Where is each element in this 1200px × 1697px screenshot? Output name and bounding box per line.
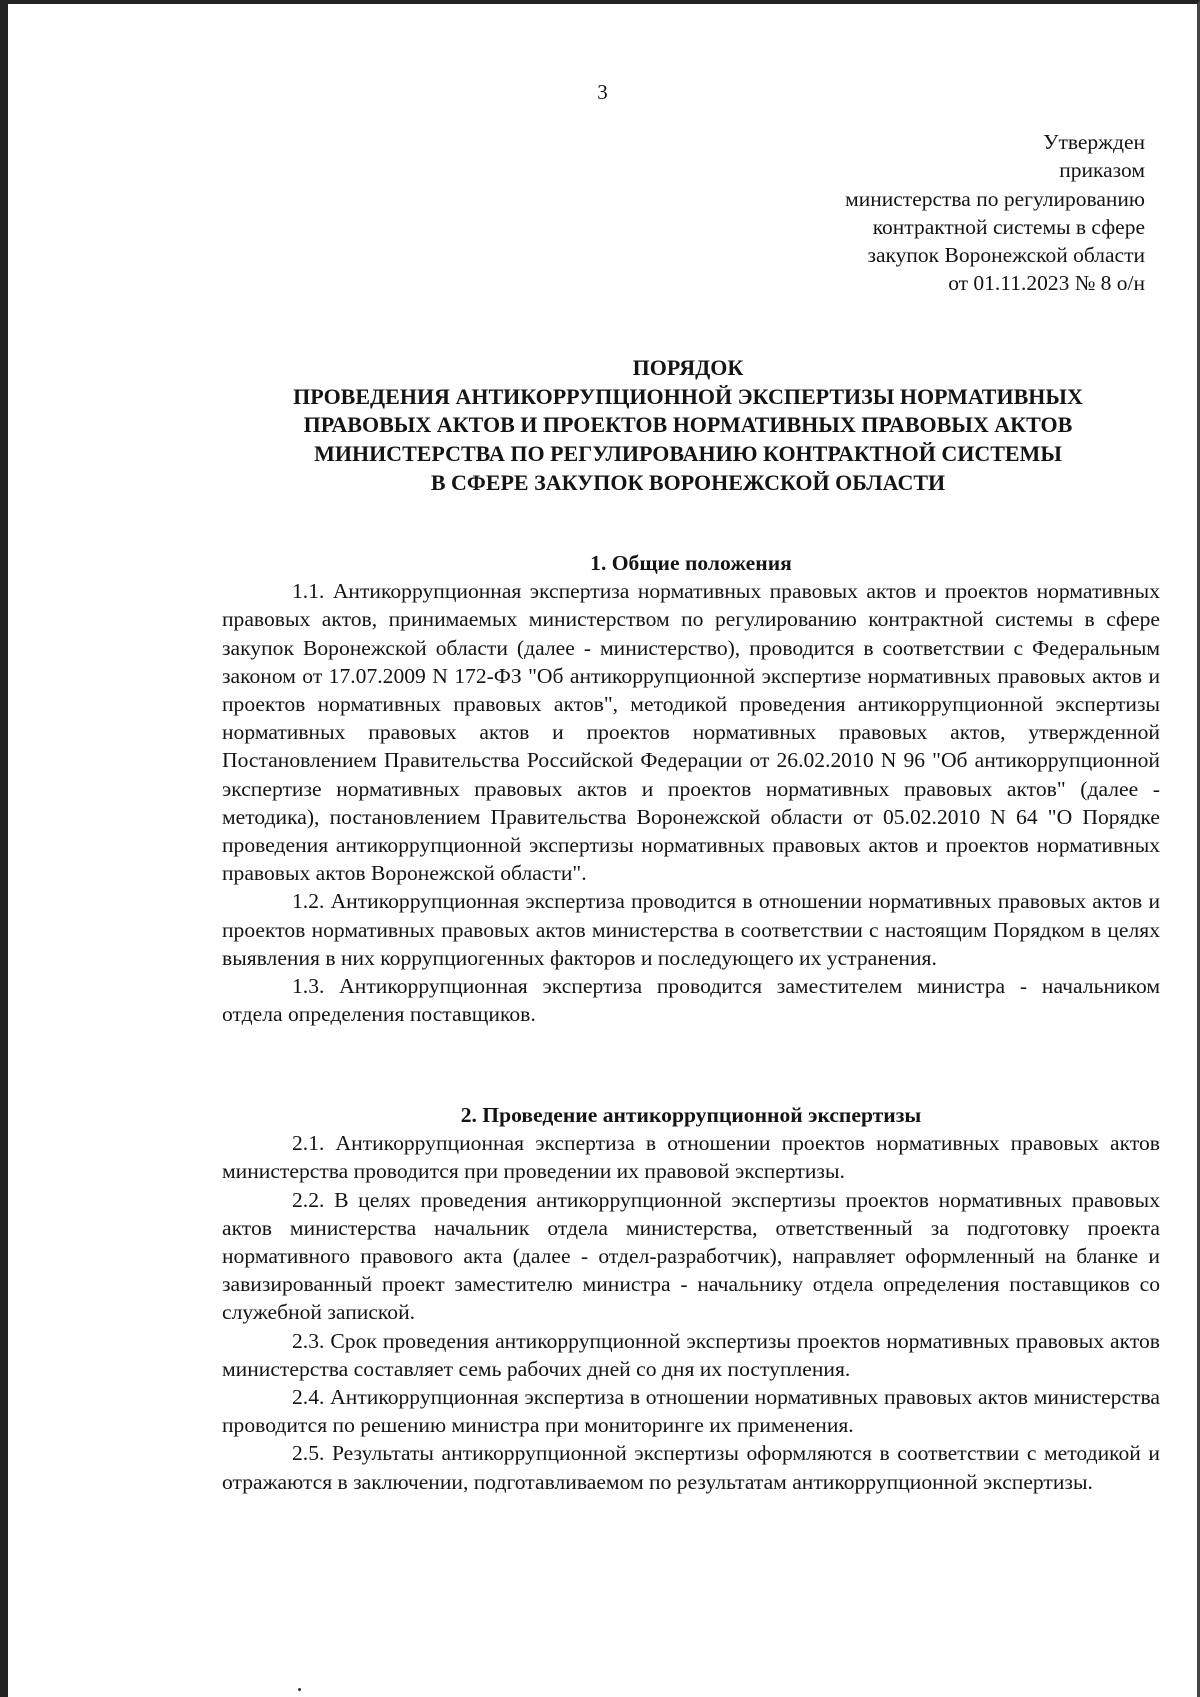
paragraph: 2.5. Результаты антикоррупционной экспертизы оформляются в соответствии с методикой и отражаются в заключении, подготавливаемом по результатам антикоррупционной экспертизы.: [222, 1441, 1160, 1494]
document-title: [218, 354, 1158, 498]
section-general-provisions: [222, 549, 1160, 1028]
title-line: МИНИСТЕРСТВА ПО РЕГУЛИРОВАНИЮ КОНТРАКТНОЙ СИСТЕМЫ: [314, 441, 1062, 467]
paragraph: 1.1. Антикоррупционная экспертиза нормативных правовых актов и проектов нормативных правовых актов, принимаемых министерством по регулированию контрактной системы в сфере закупок Воронежской области (далее - министерство), проводится в соответствии с Федеральным законом от 17.07.2009 N 172-ФЗ "Об антикоррупционной экспертизе нормативных правовых актов и проектов нормативных правовых актов", методикой проведения антикоррупционной экспертизы нормативных правовых актов и проектов нормативных правовых актов, утвержденной Постановлением Правительства Российской Федерации от 26.02.2010 N 96 "Об антикоррупционной экспертизе нормативных правовых актов и проектов нормативных правовых актов" (далее - методика), постановлением Правительства Воронежской области от 05.02.2010 N 64 "О Порядке проведения антикоррупционной экспертизы нормативных правовых актов и проектов нормативных правовых актов Воронежской области".: [222, 579, 1160, 886]
section-heading: 1. Общие положения: [590, 551, 792, 575]
title-line: ПРАВОВЫХ АКТОВ И ПРОЕКТОВ НОРМАТИВНЫХ ПРАВОВЫХ АКТОВ: [303, 412, 1073, 438]
paragraph: 1.2. Антикоррупционная экспертиза проводится в отношении нормативных правовых актов и проектов нормативных правовых актов министерства в соответствии с настоящим Порядком в целях выявления в них коррупциогенных факторов и последующего их устранения.: [222, 889, 1160, 970]
approval-line: контрактной системы в сфере: [872, 214, 1145, 239]
approval-line: министерства по регулированию: [845, 186, 1145, 211]
title-line: ПОРЯДОК: [632, 355, 744, 380]
paragraph: 2.4. Антикоррупционная экспертиза в отношении нормативных правовых актов министерства проводится по решению министра при мониторинге их применения.: [222, 1385, 1160, 1438]
approval-line: от 01.11.2023 № 8 о/н: [948, 271, 1145, 296]
title-line: В СФЕРЕ ЗАКУПОК ВОРОНЕЖСКОЙ ОБЛАСТИ: [430, 469, 946, 495]
paragraph: 2.1. Антикоррупционная экспертиза в отношении проектов нормативных правовых актов министерства проводится при проведении их правовой экспертизы.: [222, 1131, 1160, 1184]
approval-block: [845, 128, 1145, 298]
paragraph: 2.2. В целях проведения антикоррупционной экспертизы проектов нормативных правовых актов министерства начальник отдела министерства, ответственный за подготовку проекта нормативного правового акта (далее - отдел-разработчик), направляет оформленный на бланке и завизированный проект заместителю министра - начальнику отдела определения поставщиков со служебной запиской.: [222, 1187, 1160, 1325]
approval-line: Утвержден: [1043, 130, 1145, 154]
paragraph: 1.3. Антикоррупционная экспертиза проводится заместителем министра - начальником отдела определения поставщиков.: [222, 974, 1160, 1027]
approval-line: закупок Воронежской области: [867, 243, 1145, 268]
approval-line: приказом: [1059, 158, 1145, 183]
paragraph: 2.3. Срок проведения антикоррупционной экспертизы проектов нормативных правовых актов министерства составляет семь рабочих дней со дня их поступления.: [222, 1328, 1160, 1381]
title-line: ПРОВЕДЕНИЯ АНТИКОРРУПЦИОННОЙ ЭКСПЕРТИЗЫ НОРМАТИВНЫХ: [293, 383, 1083, 409]
scan-mark: [298, 1688, 301, 1691]
section-expertise-procedure: [222, 1101, 1160, 1496]
section-heading: 2. Проведение антикоррупционной экспертизы: [460, 1103, 922, 1127]
page-number: 3: [597, 80, 608, 104]
